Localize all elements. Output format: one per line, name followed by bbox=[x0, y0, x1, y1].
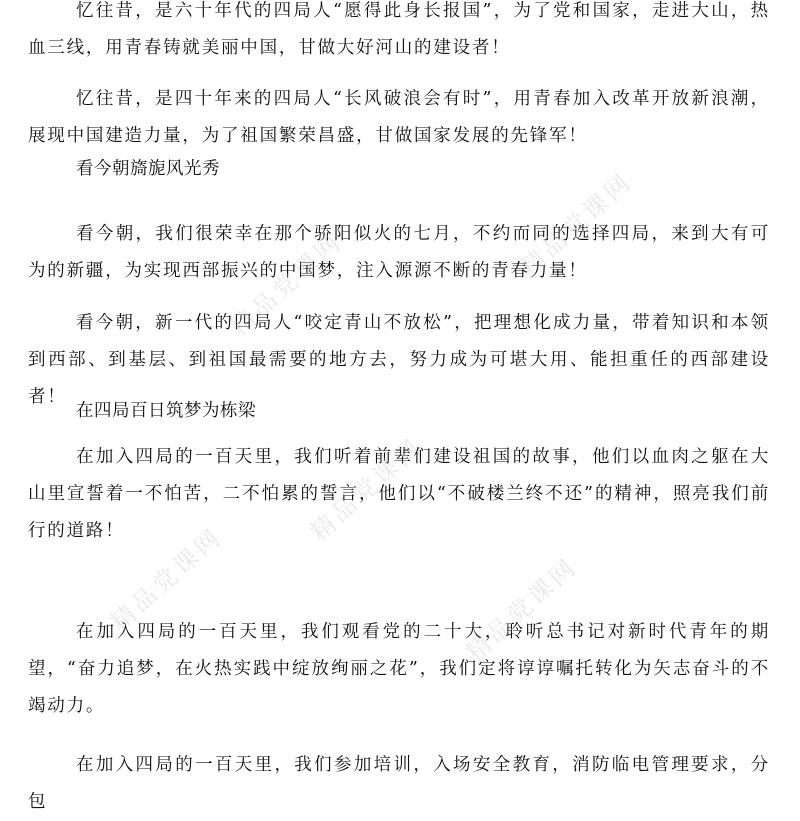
section-heading-2: 在四局百日筑梦为栋梁 bbox=[76, 401, 256, 421]
paragraph-3: 看今朝，我们很荣幸在那个骄阳似火的七月，不约而同的选择四局，来到大有可为的新疆，为实现西部振兴的中国梦，注入源源不断的青春力量！ bbox=[28, 224, 770, 281]
section-heading-1: 看今朝旖旎风光秀 bbox=[76, 159, 220, 179]
watermark: 精品党课网 bbox=[225, 227, 349, 342]
paragraph-1: 忆往昔，是六十年代的四局人“愿得此身长报国”，为了党和国家，走进大山，热血三线，用青春铸就美丽中国，甘做大好河山的建设者！ bbox=[28, 1, 770, 58]
paragraph-6: 在加入四局的一百天里，我们观看党的二十大，聆听总书记对新时代青年的期望，“奋力追梦，在火热实践中绽放绚丽之花”，我们定将谆谆嘱托转化为矢志奋斗的不竭动力。 bbox=[28, 622, 770, 716]
watermark: 精品党课网 bbox=[305, 432, 429, 547]
paragraph-4: 看今朝，新一代的四局人“咬定青山不放松”，把理想化成力量，带着知识和本领到西部、到基层、到祖国最需要的地方去，努力成为可堪大用、能担重任的西部建设者！ bbox=[28, 313, 770, 407]
watermark: 精品党课网 bbox=[460, 552, 584, 667]
watermark: 精品党课网 bbox=[515, 167, 639, 282]
paragraph-5: 在加入四局的一百天里，我们听着前辈们建设祖国的故事，他们以血肉之躯在大山里宣誓着一不怕苦，二不怕累的誓言，他们以“不破楼兰终不还”的精神，照亮我们前行的道路！ bbox=[28, 447, 770, 541]
watermark: 精品党课网 bbox=[105, 522, 229, 637]
paragraph-2: 忆往昔，是四十年来的四局人“长风破浪会有时”，用青春加入改革开放新浪潮，展现中国建造力量，为了祖国繁荣昌盛，甘做国家发展的先锋军！ bbox=[28, 89, 770, 146]
paragraph-7: 在加入四局的一百天里，我们参加培训，入场安全教育，消防临电管理要求，分包 bbox=[28, 755, 770, 812]
